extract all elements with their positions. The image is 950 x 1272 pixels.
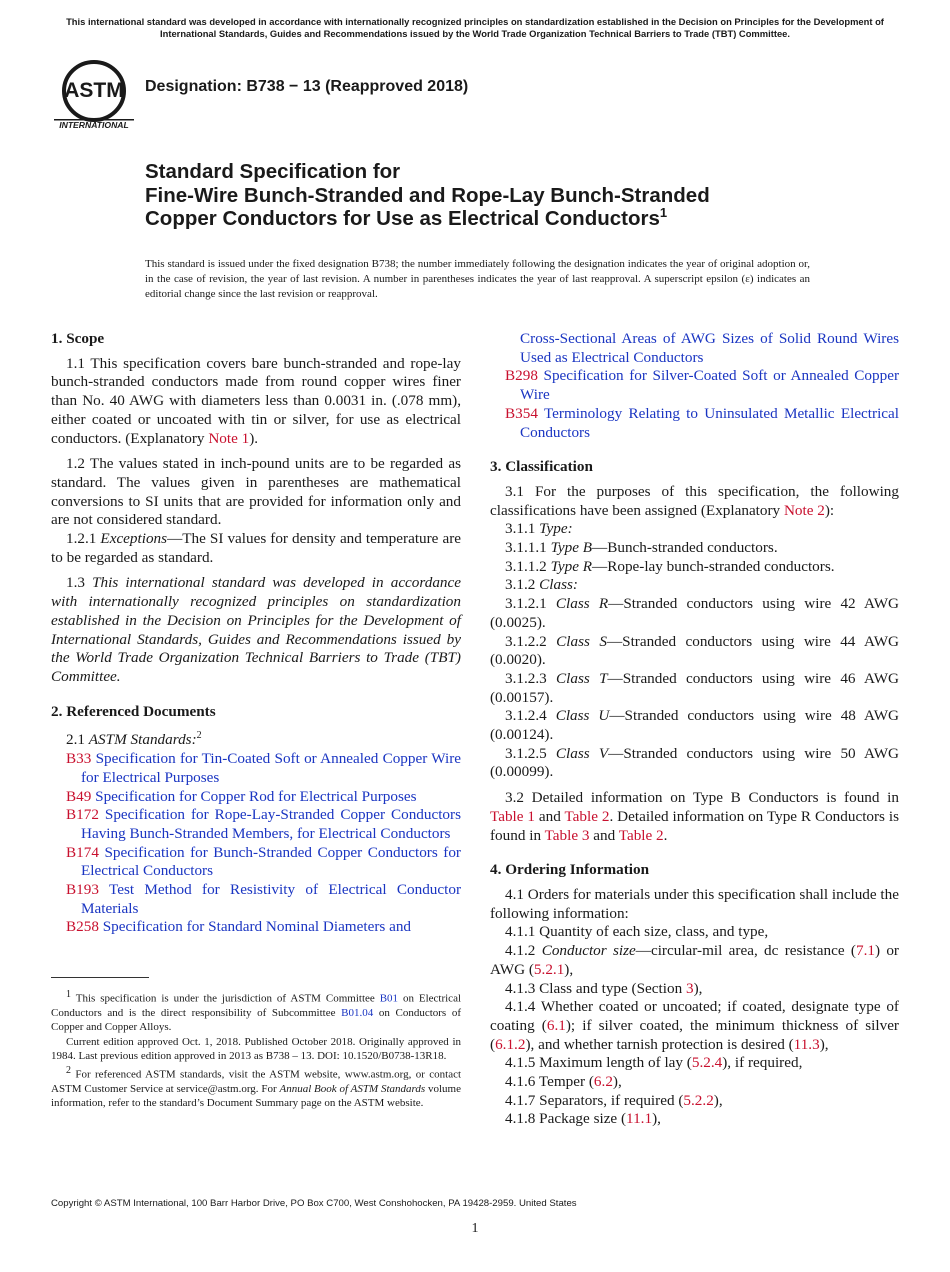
table-3-link[interactable]: Table 3: [544, 826, 590, 844]
para-type: 3.1.1.2 Type R—Rope-lay bunch-stranded conductors.: [505, 557, 835, 575]
issuance-statement: This standard is issued under the fixed designation B738; the number immediately following the designation indicates the year of original adoption or, in the case of revision, the year of last revision. A number in parentheses indicates the year of last reapproval. A superscript epsilon (ε) indicates an editorial change since the last revision or reapproval.: [145, 258, 810, 300]
ref-item[interactable]: B193 Test Method for Resistivity of Electrical Conductor Materials: [66, 881, 461, 917]
ref-item-continued[interactable]: Cross-Sectional Areas of AWG Sizes of Solid Round Wires Used as Electrical Conductors: [520, 330, 899, 366]
para-1-3: 1.3 This international standard was developed in accordance with internationally recognized principles on standardization established in the Decision on Principles for the Development of International Standards, Guides and Recommendations issued by the World Trade Organization Technical Barriers to Trade (TBT) Committee.: [51, 574, 462, 685]
title-line-1: Standard Specification for: [145, 160, 401, 183]
para-4-1: 4.1 Orders for materials under this specification shall include the following information:: [490, 885, 899, 922]
title-footnote-mark: 1: [659, 205, 668, 221]
right-column: [490, 330, 899, 1129]
footnote-edition: Current edition approved Oct. 1, 2018. Published October 2018. Originally approved in 1984. Last previous edition approved in 2013 as B738 – 13. DOI: 10.1520/B0738-13R18.: [51, 1035, 461, 1063]
section-heading-scope: 1. Scope: [51, 330, 105, 347]
para-class: 3.1.2.3 Class T—Stranded conductors using wire 46 AWG (0.00157).: [490, 669, 899, 706]
ref-item[interactable]: B49 Specification for Copper Rod for Electrical Purposes: [66, 787, 417, 805]
para-class: 3.1.2.5 Class V—Stranded conductors using wire 50 AWG (0.00099).: [490, 744, 899, 781]
document-title: [145, 160, 915, 231]
note-1-link[interactable]: Note 1: [208, 429, 250, 447]
para-4-1-6: 4.1.6 Temper (6.2),: [505, 1073, 622, 1091]
ref-item[interactable]: B174 Specification for Bunch-Stranded Copper Conductors for Electrical Conductors: [66, 843, 461, 880]
para-3-1: 3.1 For the purposes of this specification, the following classifications have been assigned (Explanatory Note 2):: [490, 482, 899, 519]
footnotes: [51, 988, 461, 1111]
para-2-1: 2.1 ASTM Standards:$^2$: [66, 730, 202, 749]
para-1-2: 1.2 The values stated in inch-pound units are to be regarded as standard. The values given in parentheses are mathematical conversions to SI units that are provided for information only and are not considered standard.: [51, 455, 461, 529]
para-4-1-7: 4.1.7 Separators, if required (5.2.2),: [505, 1091, 723, 1109]
para-4-1-8: 4.1.8 Package size (11.1),: [505, 1110, 661, 1128]
para-1-2-1: 1.2.1 Exceptions—The SI values for density and temperature are to be regarded as standard.: [51, 530, 462, 566]
ref-item[interactable]: B258 Specification for Standard Nominal Diameters and: [66, 918, 412, 936]
subcommittee-link[interactable]: B01.04: [341, 1007, 374, 1020]
para-3-1-1: 3.1.1 Type:: [505, 520, 573, 538]
para-type: 3.1.1.1 Type B—Bunch-stranded conductors.: [505, 539, 778, 557]
committee-link[interactable]: B01: [379, 992, 399, 1005]
para-4-1-1: 4.1.1 Quantity of each size, class, and type,: [505, 923, 769, 941]
para-4-1-2: 4.1.2 Conductor size—circular-mil area, dc resistance (7.1) or AWG (5.2.1),: [490, 942, 899, 978]
footnote-2: $^2$ For referenced ASTM standards, visit the ASTM website, www.astm.org, or contact ASTM Customer Service at service@astm.org. For Annual Book of ASTM Standards volume information, refer to the standard’s Document Summary page on the ASTM website.: [51, 1064, 462, 1110]
para-4-1-3: 4.1.3 Class and type (Section 3),: [505, 979, 703, 997]
footnote-1: $^1$ This specification is under the jurisdiction of ASTM Committee B01 on Electrical Conductors and is the direct responsibility of Subcommittee B01.04 on Conductors of Copper and Copper Alloys.: [51, 989, 462, 1034]
ref-item[interactable]: B354 Terminology Relating to Uninsulated Metallic Electrical Conductors: [505, 404, 900, 441]
table-2-link[interactable]: Table 2: [564, 807, 610, 825]
title-line-3: Copper Conductors for Use as Electrical Conductors$^1$: [145, 205, 668, 230]
para-3-2: 3.2 Detailed information on Type B Conductors is found in Table 1 and Table 2. Detailed information on Type R Conductors is found in Table 3 and Table 2.: [490, 789, 899, 844]
para-4-1-4: 4.1.4 Whether coated or uncoated; if coated, designate type of coating (6.1); if silver coated, the minimum thickness of silver (6.1.2), and whether tarnish protection is desired (11.3),: [490, 998, 899, 1053]
logo-subtext: INTERNATIONAL: [59, 120, 129, 130]
copyright-notice: Copyright © ASTM International, 100 Barr Harbor Drive, PO Box C700, West Conshohocken, PA 19428-2959. United States: [51, 1198, 577, 1209]
para-4-1-5: 4.1.5 Maximum length of lay (5.2.4), if required,: [505, 1054, 803, 1072]
para-class: 3.1.2.2 Class S—Stranded conductors using wire 44 AWG (0.0020).: [490, 632, 900, 669]
table-2-link[interactable]: Table 2: [618, 826, 664, 844]
left-column: [51, 330, 461, 937]
section-heading-referenced: 2. Referenced Documents: [51, 702, 216, 720]
section-heading-ordering: 4. Ordering Information: [490, 861, 650, 879]
table-1-link[interactable]: Table 1: [490, 807, 535, 825]
para-class: 3.1.2.1 Class R—Stranded conductors using wire 42 AWG (0.0025).: [490, 595, 899, 631]
section-heading-classification: 3. Classification: [490, 458, 593, 476]
para-1-1: 1.1 This specification covers bare bunch-stranded and rope-lay bunch-stranded conductors made from round copper wires finer than No. 40 AWG with diameters less than 0.0031 in. (.078 mm), either coated or uncoated with tin or silver, for use as electrical conductors. (Explanatory Note 1).: [51, 354, 461, 447]
astm-logo: [52, 57, 136, 131]
standards-notice: This international standard was developed in accordance with internationally recognized principles on standardization established in the Decision on Principles for the Development of International Standards, Guides and Recommendations issued by the World Trade Organization Technical Barriers to Trade (TBT) Committee.: [66, 16, 884, 39]
logo-text: ASTM: [64, 79, 124, 102]
para-class: 3.1.2.4 Class U—Stranded conductors using wire 48 AWG (0.00124).: [490, 707, 900, 744]
ref-item[interactable]: B172 Specification for Rope-Lay-Stranded Copper Conductors Having Bunch-Stranded Members, for Electrical Conductors: [66, 806, 461, 842]
designation: Designation: B738 − 13 (Reapproved 2018): [145, 78, 469, 95]
ref-item[interactable]: B33 Specification for Tin-Coated Soft or Annealed Copper Wire for Electrical Purposes: [66, 750, 461, 786]
ref-item[interactable]: B298 Specification for Silver-Coated Soft or Annealed Copper Wire: [505, 367, 899, 404]
note-2-link[interactable]: Note 2: [783, 501, 825, 519]
title-line-2: Fine-Wire Bunch-Stranded and Rope-Lay Bunch-Stranded: [145, 183, 710, 207]
footnote-rule: [51, 977, 149, 978]
para-3-1-2: 3.1.2 Class:: [505, 576, 578, 594]
page-number: 1: [471, 1221, 479, 1236]
